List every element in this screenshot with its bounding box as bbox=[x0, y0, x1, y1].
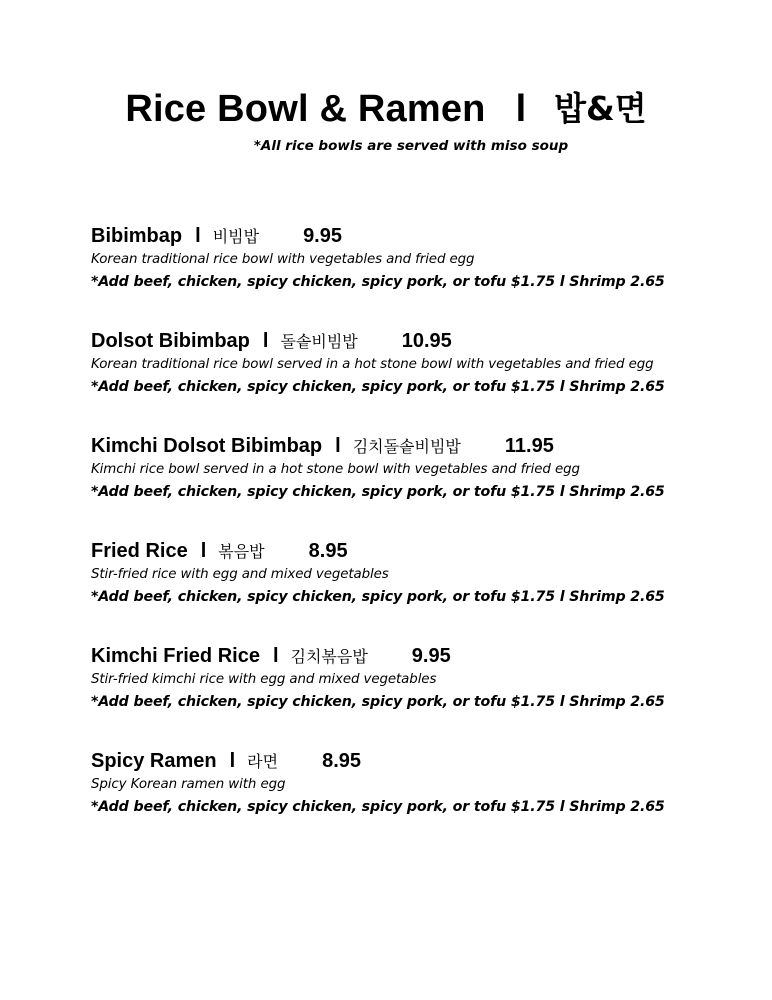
item-name: Fried Rice bbox=[91, 540, 188, 562]
item-price: 10.95 bbox=[401, 330, 452, 352]
item-price: 8.95 bbox=[322, 750, 362, 772]
item-price: 11.95 bbox=[504, 435, 554, 457]
item-price: 9.95 bbox=[303, 225, 342, 247]
menu-item-heading bbox=[91, 327, 741, 355]
menu-list bbox=[91, 222, 741, 852]
item-name: Kimchi Fried Rice bbox=[91, 645, 260, 667]
item-addon-note: *Add beef, chicken, spicy chicken, spicy pork, or tofu $1.75 l Shrimp 2.65 bbox=[91, 589, 665, 605]
menu-item-heading bbox=[91, 537, 741, 565]
item-korean-name: 라면 bbox=[247, 752, 279, 771]
item-price: 9.95 bbox=[411, 645, 451, 667]
menu-item-bibimbap bbox=[91, 222, 741, 327]
title-korean: 밥&면 bbox=[554, 89, 647, 128]
menu-item-spicy-ramen bbox=[91, 747, 741, 852]
item-addon-note: *Add beef, chicken, spicy chicken, spicy pork, or tofu $1.75 l Shrimp 2.65 bbox=[91, 274, 665, 290]
item-description: Stir-fried rice with egg and mixed vegetables bbox=[91, 567, 389, 582]
item-description: Korean traditional rice bowl with vegetables and fried egg bbox=[91, 252, 475, 267]
menu-item-dolsot-bibimbap bbox=[91, 327, 741, 432]
item-separator: l bbox=[262, 330, 269, 352]
item-korean-name: 비빔밥 bbox=[212, 227, 260, 246]
item-description: Stir-fried kimchi rice with egg and mixed vegetables bbox=[91, 672, 437, 687]
item-name: Spicy Ramen bbox=[91, 750, 217, 772]
item-separator: l bbox=[335, 435, 341, 457]
menu-item-kimchi-dolsot-bibimbap bbox=[91, 432, 741, 537]
menu-item-kimchi-fried-rice bbox=[91, 642, 741, 747]
page-title bbox=[0, 84, 772, 134]
menu-item-heading bbox=[91, 747, 741, 775]
menu-item-heading bbox=[91, 642, 741, 670]
item-addon-note: *Add beef, chicken, spicy chicken, spicy pork, or tofu $1.75 l Shrimp 2.65 bbox=[91, 484, 665, 500]
item-description: Korean traditional rice bowl served in a hot stone bowl with vegetables and fried egg bbox=[91, 357, 654, 372]
subtitle-note: *All rice bowls are served with miso soup bbox=[253, 138, 569, 155]
item-name: Kimchi Dolsot Bibimbap bbox=[91, 435, 323, 457]
item-addon-note: *Add beef, chicken, spicy chicken, spicy pork, or tofu $1.75 l Shrimp 2.65 bbox=[91, 379, 665, 395]
item-addon-note: *Add beef, chicken, spicy chicken, spicy pork, or tofu $1.75 l Shrimp 2.65 bbox=[91, 694, 665, 710]
item-separator: l bbox=[229, 750, 236, 772]
item-korean-name: 김치볶음밥 bbox=[290, 647, 368, 666]
menu-item-heading bbox=[91, 222, 741, 250]
menu-header bbox=[0, 84, 772, 154]
title-english: Rice Bowl & Ramen bbox=[125, 88, 486, 130]
item-korean-name: 볶음밥 bbox=[218, 542, 265, 561]
item-name: Bibimbap bbox=[91, 225, 183, 247]
item-name: Dolsot Bibimbap bbox=[91, 330, 250, 352]
title-separator: l bbox=[515, 88, 527, 130]
item-description: Kimchi rice bowl served in a hot stone bowl with vegetables and fried egg bbox=[91, 462, 580, 477]
item-separator: l bbox=[200, 540, 207, 562]
item-separator: l bbox=[195, 225, 201, 247]
item-price: 8.95 bbox=[308, 540, 348, 562]
item-korean-name: 돌솥비빔밥 bbox=[280, 332, 358, 351]
item-separator: l bbox=[272, 645, 279, 667]
item-description: Spicy Korean ramen with egg bbox=[91, 777, 286, 792]
item-korean-name: 김치돌솥비빔밥 bbox=[352, 437, 461, 456]
menu-item-fried-rice bbox=[91, 537, 741, 642]
item-addon-note: *Add beef, chicken, spicy chicken, spicy pork, or tofu $1.75 l Shrimp 2.65 bbox=[91, 799, 665, 815]
menu-item-heading bbox=[91, 432, 741, 460]
